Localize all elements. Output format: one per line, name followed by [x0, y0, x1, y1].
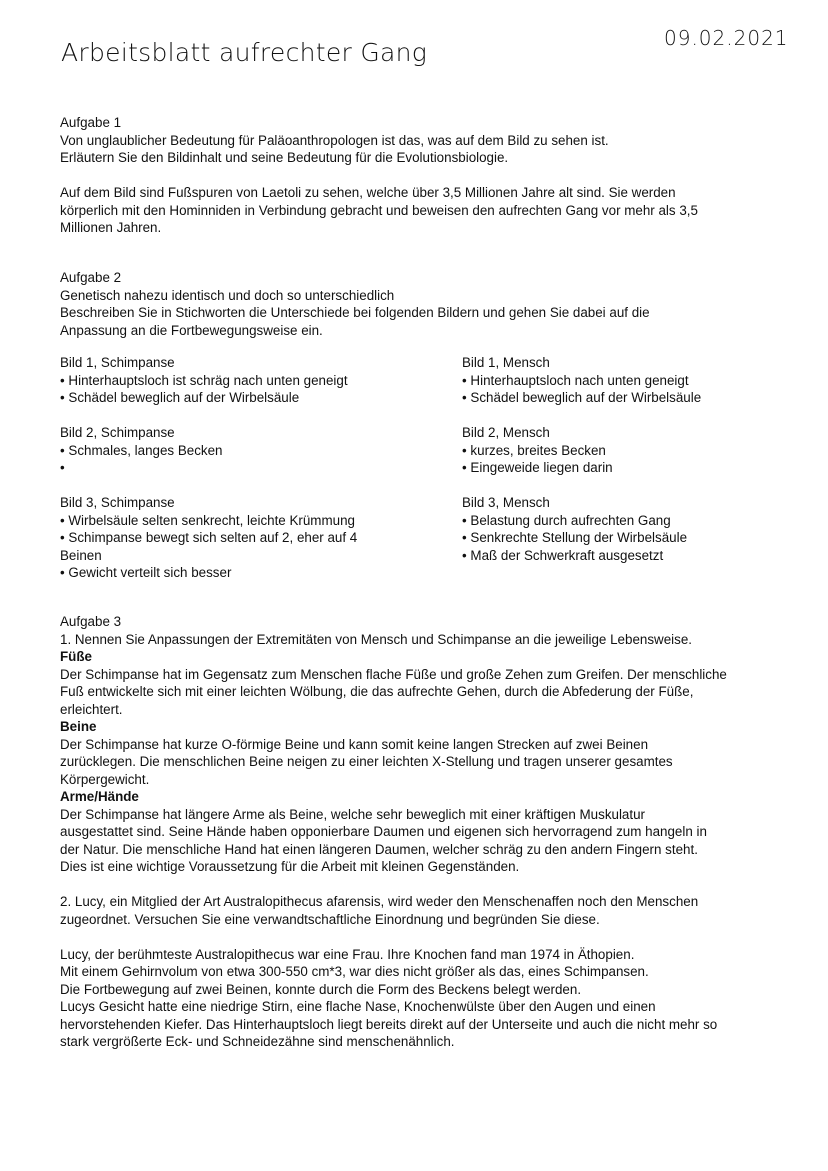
- aufgabe-2-question-line: Beschreiben Sie in Stichworten die Unterschiede bei folgenden Bildern und gehen Sie dabei auf die: [60, 305, 650, 320]
- paragraph-line: Mit einem Gehirnvolum von etwa 300-550 cm*3, war dies nicht größer als das, eines Schimpansen.: [60, 964, 649, 979]
- list-item-continuation: Beinen: [60, 547, 102, 563]
- aufgabe-3-question-2: zugeordnet. Versuchen Sie eine verwandtschaftliche Einordnung und begründen Sie diese.: [60, 911, 600, 927]
- paragraph-line: Die Fortbewegung auf zwei Beinen, konnte durch die Form des Beckens belegt werden.: [60, 981, 582, 997]
- list-item: • Gewicht verteilt sich besser: [60, 564, 400, 582]
- list-item: • Eingeweide liegen darin: [462, 459, 802, 477]
- paragraph-line: Der Schimpanse hat kurze O-förmige Beine und kann somit keine langen Strecken auf zwei Beinen: [60, 736, 649, 752]
- aufgabe-1-answer-line: Millionen Jahren.: [60, 220, 162, 235]
- list-item: • Belastung durch aufrechten Gang: [462, 512, 802, 530]
- paragraph-line: hervorstehenden Kiefer. Das Hinterhauptsloch liegt bereits direkt auf der Unterseite und auch die nicht mehr so: [60, 1016, 718, 1032]
- mensch-bild-2-title: Bild 2, Mensch: [462, 425, 550, 440]
- mensch-bild-1-title: Bild 1, Mensch: [462, 355, 550, 370]
- aufgabe-1-section: [60, 114, 790, 237]
- list-item: • Schädel beweglich auf der Wirbelsäule: [60, 389, 400, 407]
- list-item: • Schimpanse bewegt sich selten auf 2, eher auf 4: [60, 529, 400, 547]
- aufgabe-2-question-line: Anpassung an die Fortbewegungsweise ein.: [60, 322, 323, 338]
- beine-heading: Beine: [60, 719, 97, 734]
- paragraph-line: Der Schimpanse hat längere Arme als Beine, welche sehr beweglich mit einer kräftigen Muskulatur: [60, 806, 646, 822]
- aufgabe-2-heading: Aufgabe 2: [60, 270, 122, 285]
- aufgabe-1-heading: Aufgabe 1: [60, 115, 122, 130]
- aufgabe-3-question-2: 2. Lucy, ein Mitglied der Art Australopithecus afarensis, wird weder den Menschenaffen noch den Menschen: [60, 894, 699, 909]
- paragraph-line: Dies ist eine wichtige Voraussetzung für die Arbeit mit kleinen Gegenständen.: [60, 859, 520, 874]
- mensch-column: [462, 354, 802, 564]
- paragraph-line: zurücklegen. Die menschlichen Beine neigen zu einer leichten X-Stellung und tragen unserer gesamtes: [60, 754, 673, 769]
- list-item: • Wirbelsäule selten senkrecht, leichte Krümmung: [60, 512, 400, 530]
- list-item: • Schädel beweglich auf der Wirbelsäule: [462, 389, 802, 407]
- paragraph-line: der Natur. Die menschliche Hand hat einen längeren Daumen, welcher schräg zu den andern Fingern steht.: [60, 841, 698, 857]
- list-item: • kurzes, breites Becken: [462, 442, 802, 460]
- paragraph-line: Lucys Gesicht hatte eine niedrige Stirn, eine flache Nase, Knochenwülste über den Augen und einen: [60, 999, 656, 1014]
- schimpanse-bild-3-title: Bild 3, Schimpanse: [60, 495, 175, 510]
- paragraph-line: stark vergrößerte Eck- und Schneidezähne sind menschenähnlich.: [60, 1034, 455, 1049]
- page-title: Arbeitsblatt aufrechter Gang: [61, 38, 428, 67]
- list-item: • Senkrechte Stellung der Wirbelsäule: [462, 529, 802, 547]
- aufgabe-1-question-line: Erläutern Sie den Bildinhalt und seine Bedeutung für die Evolutionsbiologie.: [60, 150, 509, 165]
- date-label: 09.02.2021: [664, 26, 789, 50]
- list-item: • Maß der Schwerkraft ausgesetzt: [462, 547, 802, 565]
- aufgabe-3-question-1: 1. Nennen Sie Anpassungen der Extremitäten von Mensch und Schimpanse an die jeweilige Lebensweise.: [60, 631, 692, 647]
- schimpanse-bild-2-title: Bild 2, Schimpanse: [60, 425, 175, 440]
- paragraph-line: erleichtert.: [60, 701, 123, 717]
- fuesse-heading: Füße: [60, 649, 92, 664]
- aufgabe-1-answer-line: Auf dem Bild sind Fußspuren von Laetoli zu sehen, welche über 3,5 Millionen Jahre alt sind. Sie werden: [60, 185, 676, 200]
- paragraph-line: Fuß entwickelte sich mit einer leichten Wölbung, die das aufrechte Gehen, durch die Abfederung der Füße,: [60, 684, 694, 699]
- aufgabe-1-answer-line: körperlich mit den Hominniden in Verbindung gebracht und beweisen den aufrechten Gang vor mehr als 3,5: [60, 202, 698, 218]
- list-item: • Hinterhauptsloch nach unten geneigt: [462, 372, 802, 390]
- schimpanse-bild-1-title: Bild 1, Schimpanse: [60, 355, 175, 370]
- aufgabe-3-section: [60, 613, 790, 1051]
- paragraph-line: Der Schimpanse hat im Gegensatz zum Menschen flache Füße und große Zehen zum Greifen. Der menschliche: [60, 666, 727, 682]
- list-item-empty: [60, 459, 400, 477]
- mensch-bild-3-title: Bild 3, Mensch: [462, 495, 550, 510]
- paragraph-line: ausgestattet sind. Seine Hände haben opponierbare Daumen und eigenen sich hervorragend zum hangeln in: [60, 824, 707, 839]
- list-item: • Schmales, langes Becken: [60, 442, 400, 460]
- aufgabe-3-heading: Aufgabe 3: [60, 614, 122, 629]
- paragraph-line: Lucy, der berühmteste Australopithecus war eine Frau. Ihre Knochen fand man 1974 in Äthopien.: [60, 946, 635, 962]
- list-item: • Hinterhauptsloch ist schräg nach unten geneigt: [60, 372, 400, 390]
- paragraph-line: Körpergewicht.: [60, 771, 150, 787]
- arme-haende-heading: Arme/Hände: [60, 789, 139, 804]
- aufgabe-2-question-line: Genetisch nahezu identisch und doch so unterschiedlich: [60, 287, 395, 303]
- aufgabe-1-question-line: Von unglaublicher Bedeutung für Paläoanthropologen ist das, was auf dem Bild zu sehen ist.: [60, 132, 609, 148]
- schimpanse-column: [60, 354, 400, 582]
- aufgabe-2-section: [60, 269, 790, 339]
